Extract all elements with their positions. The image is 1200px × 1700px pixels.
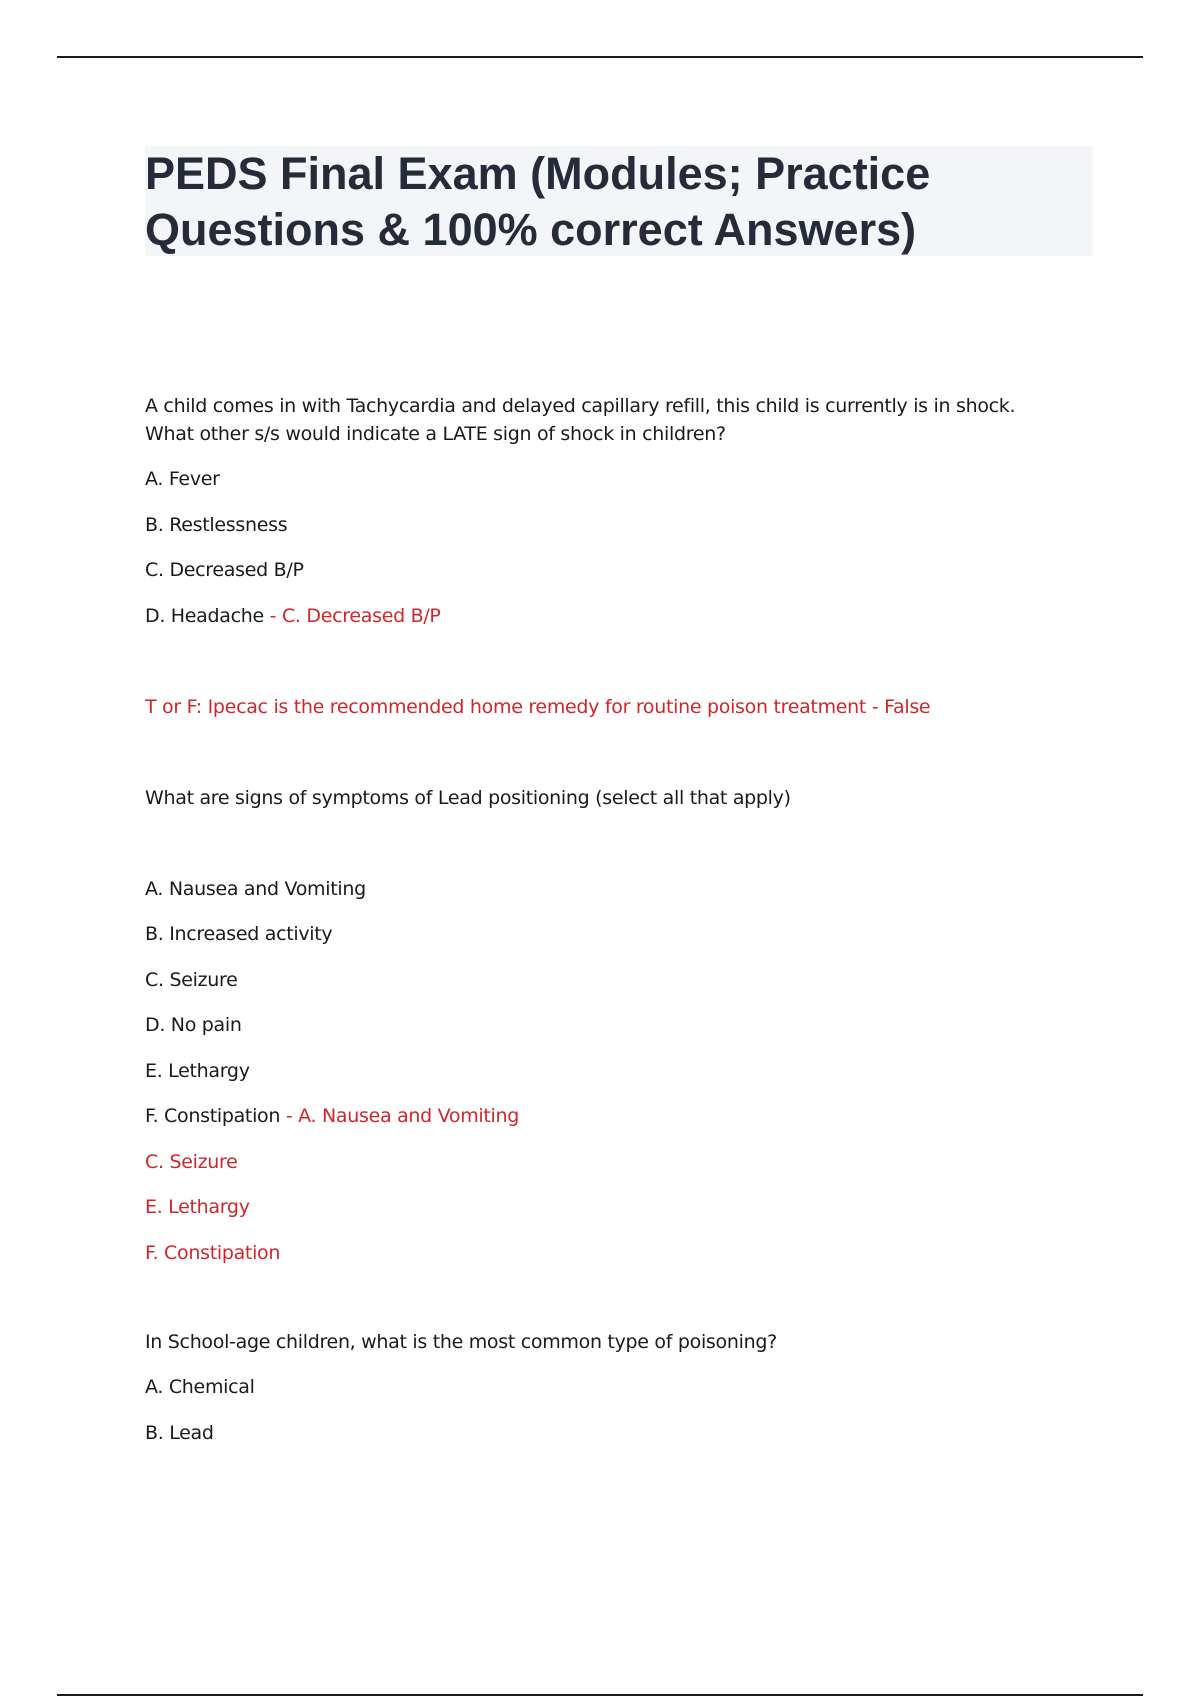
question-3-option-c: C. Seizure xyxy=(145,969,238,991)
question-3-text: What are signs of symptoms of Lead positioning (select all that apply) xyxy=(145,787,791,809)
question-3-option-d: D. No pain xyxy=(145,1014,242,1036)
question-1-option-c: C. Decreased B/P xyxy=(145,559,304,581)
document-title: PEDS Final Exam (Modules; Practice Questions & 100% correct Answers) xyxy=(145,148,931,255)
question-3-option-b: B. Increased activity xyxy=(145,923,333,945)
question-3-answer-1: A. Nausea and Vomiting xyxy=(298,1105,520,1127)
answer-separator: - xyxy=(263,605,282,627)
question-1-text: A child comes in with Tachycardia and delayed capillary refill, this child is currently is in shock. What other s/s would indicate a LATE sign of shock in children? xyxy=(145,395,1016,445)
question-3-answer-4: F. Constipation xyxy=(145,1242,281,1264)
question-4-option-a: A. Chemical xyxy=(145,1376,255,1398)
title-section xyxy=(145,146,1095,256)
footer-rule xyxy=(57,1694,1143,1696)
question-3-answer-3: E. Lethargy xyxy=(145,1196,250,1218)
answer-separator: - xyxy=(280,1105,299,1127)
question-3-option-f-line xyxy=(145,1102,519,1130)
question-1-option-d: D. Headache xyxy=(145,605,264,627)
question-4-option-b: B. Lead xyxy=(145,1422,214,1444)
question-1-option-a: A. Fever xyxy=(145,468,220,490)
header-rule xyxy=(57,56,1143,58)
question-4-text: In School-age children, what is the most common type of poisoning? xyxy=(145,1331,777,1353)
question-1-option-d-line xyxy=(145,602,441,630)
question-3-option-f: F. Constipation xyxy=(145,1105,281,1127)
question-1-answer: C. Decreased B/P xyxy=(281,605,441,627)
title-box xyxy=(145,146,1093,256)
question-3-option-e: E. Lethargy xyxy=(145,1060,250,1082)
question-3-answer-2: C. Seizure xyxy=(145,1151,238,1173)
question-3-option-a: A. Nausea and Vomiting xyxy=(145,878,366,900)
question-1-option-b: B. Restlessness xyxy=(145,514,288,536)
true-false-statement: T or F: Ipecac is the recommended home remedy for routine poison treatment - False xyxy=(145,696,931,718)
